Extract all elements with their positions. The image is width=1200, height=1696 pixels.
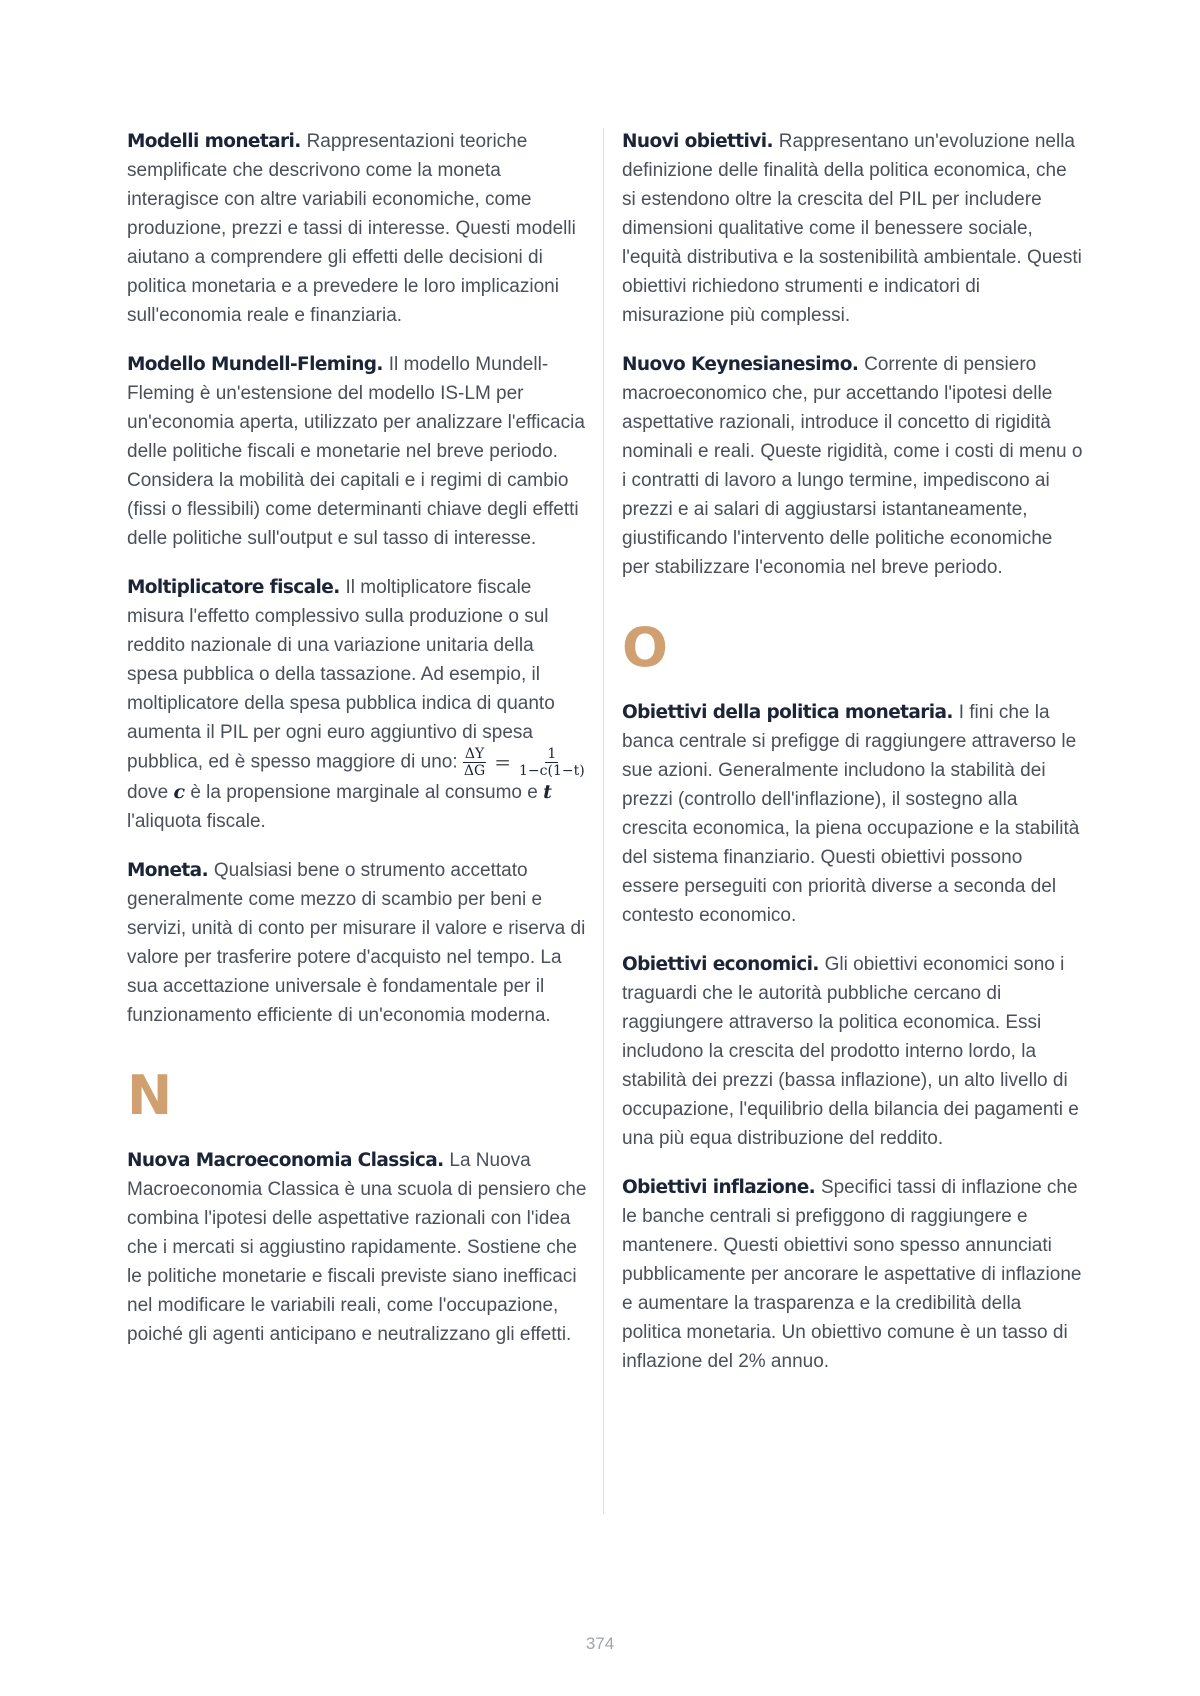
formula-rhs-denominator: 1−c(1−t) bbox=[519, 763, 585, 779]
multiplier-formula bbox=[463, 747, 585, 778]
glossary-entry bbox=[622, 950, 1084, 1153]
page-number: 374 bbox=[585, 1634, 615, 1653]
glossary-entry bbox=[622, 127, 1084, 330]
variable-c: c bbox=[173, 781, 186, 803]
glossary-entry bbox=[622, 1173, 1084, 1376]
glossary-entry bbox=[127, 573, 589, 836]
entry-term: Nuovi obiettivi bbox=[622, 131, 767, 152]
definition-continuation: dove bbox=[127, 782, 174, 803]
column-divider bbox=[603, 128, 604, 1514]
entry-term: Nuovo Keynesianesimo bbox=[622, 354, 852, 375]
term-separator: . bbox=[851, 354, 865, 375]
entry-term: Nuova Macroeconomia Classica bbox=[127, 1150, 438, 1171]
entry-definition: Qualsiasi bene o strumento accettato generalmente come mezzo di scambio per beni e servizi, unità di conto per misurare il valore e riserva di valore per trasferire potere d'acquisto nel tempo. La sua accettazione universale è fondamentale per il funzionamento efficiente di un'economia moderna. bbox=[127, 860, 586, 1026]
formula-lhs-numerator: ΔY bbox=[464, 746, 485, 762]
term-separator: . bbox=[812, 954, 825, 975]
formula-rhs-numerator: 1 bbox=[547, 746, 557, 762]
entry-definition: Il moltiplicatore fiscale misura l'effetto complessivo sulla produzione o sul reddito nazionale di una variazione unitaria della spesa pubblica o della tassazione. Ad esempio, il moltiplicatore della spesa pubblica indica di quanto aumenta il PIL per ogni euro aggiuntivo di spesa pubblica, ed è spesso maggiore di uno: bbox=[127, 577, 555, 773]
term-separator: . bbox=[333, 577, 346, 598]
entry-definition: Rappresentazioni teoriche semplificate che descrivono come la moneta interagisce con altre variabili economiche, come produzione, prezzi e tassi di interesse. Questi modelli aiutano a comprendere gli effetti delle decisioni di politica monetaria e a prevedere le loro implicazioni sull'economia reale e finanziaria. bbox=[127, 131, 576, 326]
entry-term: Obiettivi inflazione bbox=[622, 1177, 809, 1198]
term-separator: . bbox=[946, 702, 959, 723]
entry-term: Moneta bbox=[127, 860, 202, 881]
entry-term: Obiettivi della politica monetaria bbox=[622, 702, 947, 723]
glossary-entry bbox=[622, 350, 1084, 582]
formula-lhs-fraction bbox=[463, 747, 486, 778]
entry-definition: Rappresentano un'evoluzione nella definizione delle finalità della politica economica, che si estendono oltre la crescita del PIL per includere dimensioni qualitative come il benessere sociale, l'equità distributiva e la sostenibilità ambientale. Questi obiettivi richiedono strumenti e indicatori di misurazione più complessi. bbox=[622, 131, 1082, 326]
entry-term: Obiettivi economici bbox=[622, 954, 813, 975]
section-letter: O bbox=[622, 616, 668, 679]
definition-continuation: l'aliquota fiscale. bbox=[127, 811, 266, 832]
term-separator: . bbox=[294, 131, 307, 152]
term-separator: . bbox=[376, 354, 389, 375]
formula-equals: = bbox=[494, 750, 512, 774]
right-column bbox=[622, 127, 1084, 1396]
entry-definition: Specifici tassi di inflazione che le banche centrali si prefiggono di raggiungere e mantenere. Questi obiettivi sono spesso annunciati pubblicamente per ancorare le aspettative di inflazione e aumentare la trasparenza e la credibilità della politica monetaria. Un obiettivo comune è un tasso di inflazione del 2% annuo. bbox=[622, 1177, 1082, 1372]
glossary-entry bbox=[127, 350, 589, 553]
glossary-entry bbox=[127, 1146, 589, 1349]
entry-term: Moltiplicatore fiscale bbox=[127, 577, 334, 598]
term-separator: . bbox=[808, 1177, 821, 1198]
entry-definition: Il modello Mundell-Fleming è un'estensione del modello IS-LM per un'economia aperta, utilizzato per analizzare l'efficacia delle politiche fiscali e monetarie nel breve periodo. Considera la mobilità dei capitali e i regimi di cambio (fissi o flessibili) come determinanti chiave degli effetti delle politiche sull'output e sul tasso di interesse. bbox=[127, 354, 585, 549]
entry-definition: Gli obiettivi economici sono i traguardi che le autorità pubbliche cercano di raggiungere attraverso la politica economica. Essi includono la crescita del prodotto interno lordo, la stabilità dei prezzi (bassa inflazione), un alto livello di occupazione, l'equilibrio della bilancia dei pagamenti e una più equa distribuzione del reddito. bbox=[622, 954, 1079, 1149]
glossary-entry bbox=[622, 698, 1084, 930]
definition-continuation: è la propensione marginale al consumo e bbox=[185, 782, 544, 803]
formula-lhs-denominator: ΔG bbox=[463, 763, 486, 779]
entry-definition: Corrente di pensiero macroeconomico che, pur accettando l'ipotesi delle aspettative razionali, introduce il concetto di rigidità nominali e reali. Queste rigidità, come i costi di menu o i contratti di lavoro a lungo termine, impediscono ai prezzi e ai salari di aggiustarsi istantaneamente, giustificando l'intervento delle politiche economiche per stabilizzare l'economia nel breve periodo. bbox=[622, 354, 1083, 578]
entry-definition: La Nuova Macroeconomia Classica è una scuola di pensiero che combina l'ipotesi delle aspettative razionali con l'idea che i mercati si aggiustino rapidamente. Sostiene che le politiche monetarie e fiscali previste siano inefficaci nel modificare le variabili reali, come l'occupazione, poiché gli agenti anticipano e neutralizzano gli effetti. bbox=[127, 1150, 587, 1345]
glossary-entry bbox=[127, 127, 589, 330]
variable-t: t bbox=[543, 781, 552, 803]
entry-term: Modello Mundell-Fleming bbox=[127, 354, 377, 375]
term-separator: . bbox=[201, 860, 214, 881]
section-letter: N bbox=[127, 1064, 173, 1127]
term-separator: . bbox=[766, 131, 779, 152]
entry-term: Modelli monetari bbox=[127, 131, 295, 152]
left-column bbox=[127, 127, 589, 1369]
term-separator: . bbox=[437, 1150, 450, 1171]
glossary-entry bbox=[127, 856, 589, 1030]
formula-rhs-fraction bbox=[519, 747, 585, 778]
entry-definition: I fini che la banca centrale si prefigge di raggiungere attraverso le sue azioni. Generalmente includono la stabilità dei prezzi (controllo dell'inflazione), il sostegno alla crescita economica, la piena occupazione e la stabilità del sistema finanziario. Questi obiettivi possono essere perseguiti con priorità diverse a seconda del contesto economico. bbox=[622, 702, 1080, 926]
